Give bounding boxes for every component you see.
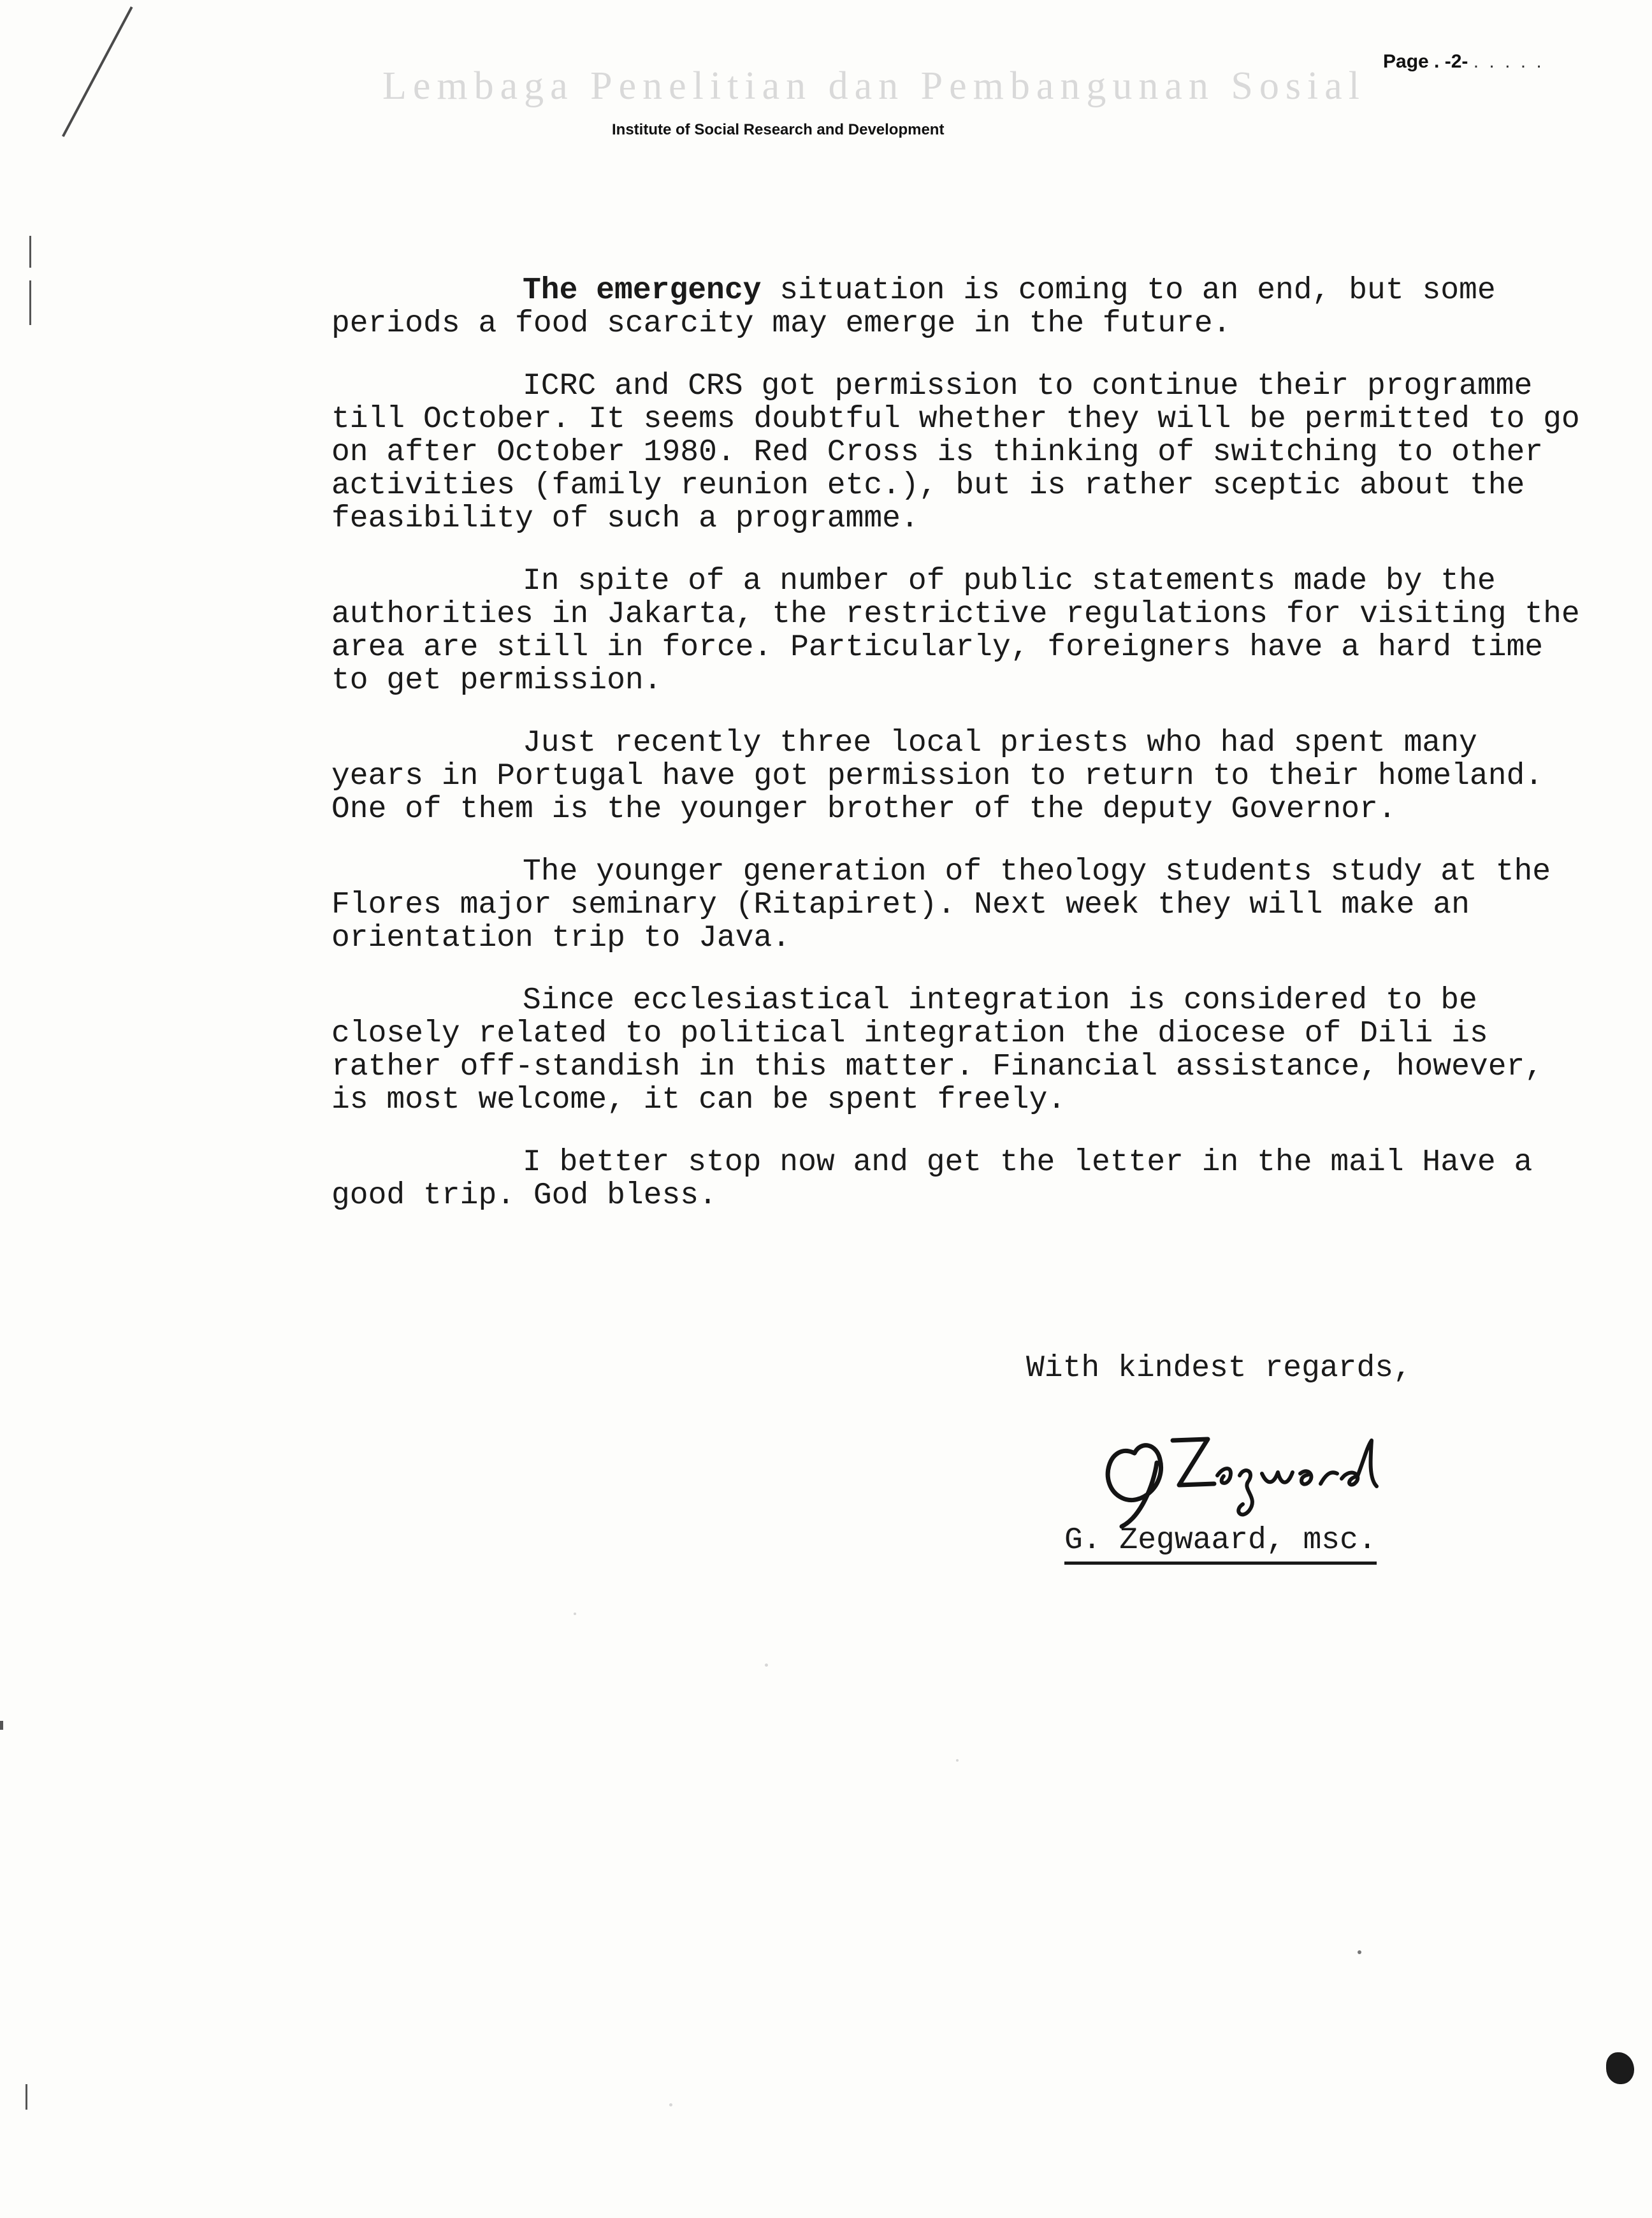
page-number-value: -2- — [1444, 51, 1468, 72]
paragraph-5 — [331, 855, 1581, 955]
margin-mark — [29, 236, 31, 268]
paragraph-2-text: ICRC and CRS got permission to continue their programme till October. It seems doubtful whether they will be permitted to go on after October 1980. Red Cross is thinking of switching to other activities (family reunion etc.), but is rather sceptic about the feasibility of such a programme. — [331, 369, 1580, 536]
page-number — [1383, 51, 1544, 73]
letter-body — [331, 274, 1581, 1242]
paragraph-5-text: The younger generation of theology students study at the Flores major seminary (Ritapiret). Next week they will make an orientation trip to Java. — [331, 855, 1551, 955]
scan-speck — [1358, 1950, 1361, 1954]
scan-speck — [956, 1759, 959, 1762]
paragraph-4-text: Just recently three local priests who had spent many years in Portugal have got permission to return to their homeland. One of them is the younger brother of the deputy Governor. — [331, 726, 1544, 827]
page-number-dots: . . . . . — [1473, 51, 1544, 72]
paragraph-2 — [331, 370, 1581, 535]
pen-stroke-mark — [62, 6, 133, 137]
paragraph-1-bold-lead: The emergency — [523, 273, 762, 308]
institute-name: Institute of Social Research and Development — [612, 121, 945, 138]
margin-mark — [29, 280, 31, 325]
paragraph-3-text: In spite of a number of public statements made by the authorities in Jakarta, the restrictive regulations for visiting the area are still in force. Particularly, foreigners have a hard time to get permission. — [331, 564, 1580, 698]
paragraph-7 — [331, 1146, 1581, 1212]
paragraph-4 — [331, 727, 1581, 826]
margin-mark — [0, 1721, 3, 1730]
scan-speck — [765, 1664, 768, 1667]
ink-smudge — [1606, 2052, 1634, 2084]
margin-mark — [25, 2084, 27, 2110]
page-label: Page . — [1383, 51, 1440, 72]
handwritten-signature — [1096, 1415, 1396, 1530]
paragraph-7-text: I better stop now and get the letter in the mail Have a good trip. God bless. — [331, 1145, 1533, 1213]
signer-name: G. Zegwaard, msc. — [1064, 1523, 1377, 1565]
paragraph-3 — [331, 565, 1581, 697]
paragraph-1 — [331, 274, 1581, 340]
faint-letterhead: Lembaga Penelitian dan Pembangunan Sosial — [382, 64, 1366, 108]
paragraph-6 — [331, 984, 1581, 1117]
closing-salutation: With kindest regards, — [1026, 1351, 1412, 1386]
paragraph-6-text: Since ecclesiastical integration is considered to be closely related to political integration the diocese of Dili is rather off-standish in this matter. Financial assistance, however, is most welcome, it can be spent freely. — [331, 983, 1544, 1117]
scan-speck — [669, 2103, 672, 2106]
paragraph-1-text: situation is coming to an end, but some periods a food scarcity may emerge in the future. — [331, 273, 1496, 341]
scan-speck — [574, 1613, 576, 1615]
